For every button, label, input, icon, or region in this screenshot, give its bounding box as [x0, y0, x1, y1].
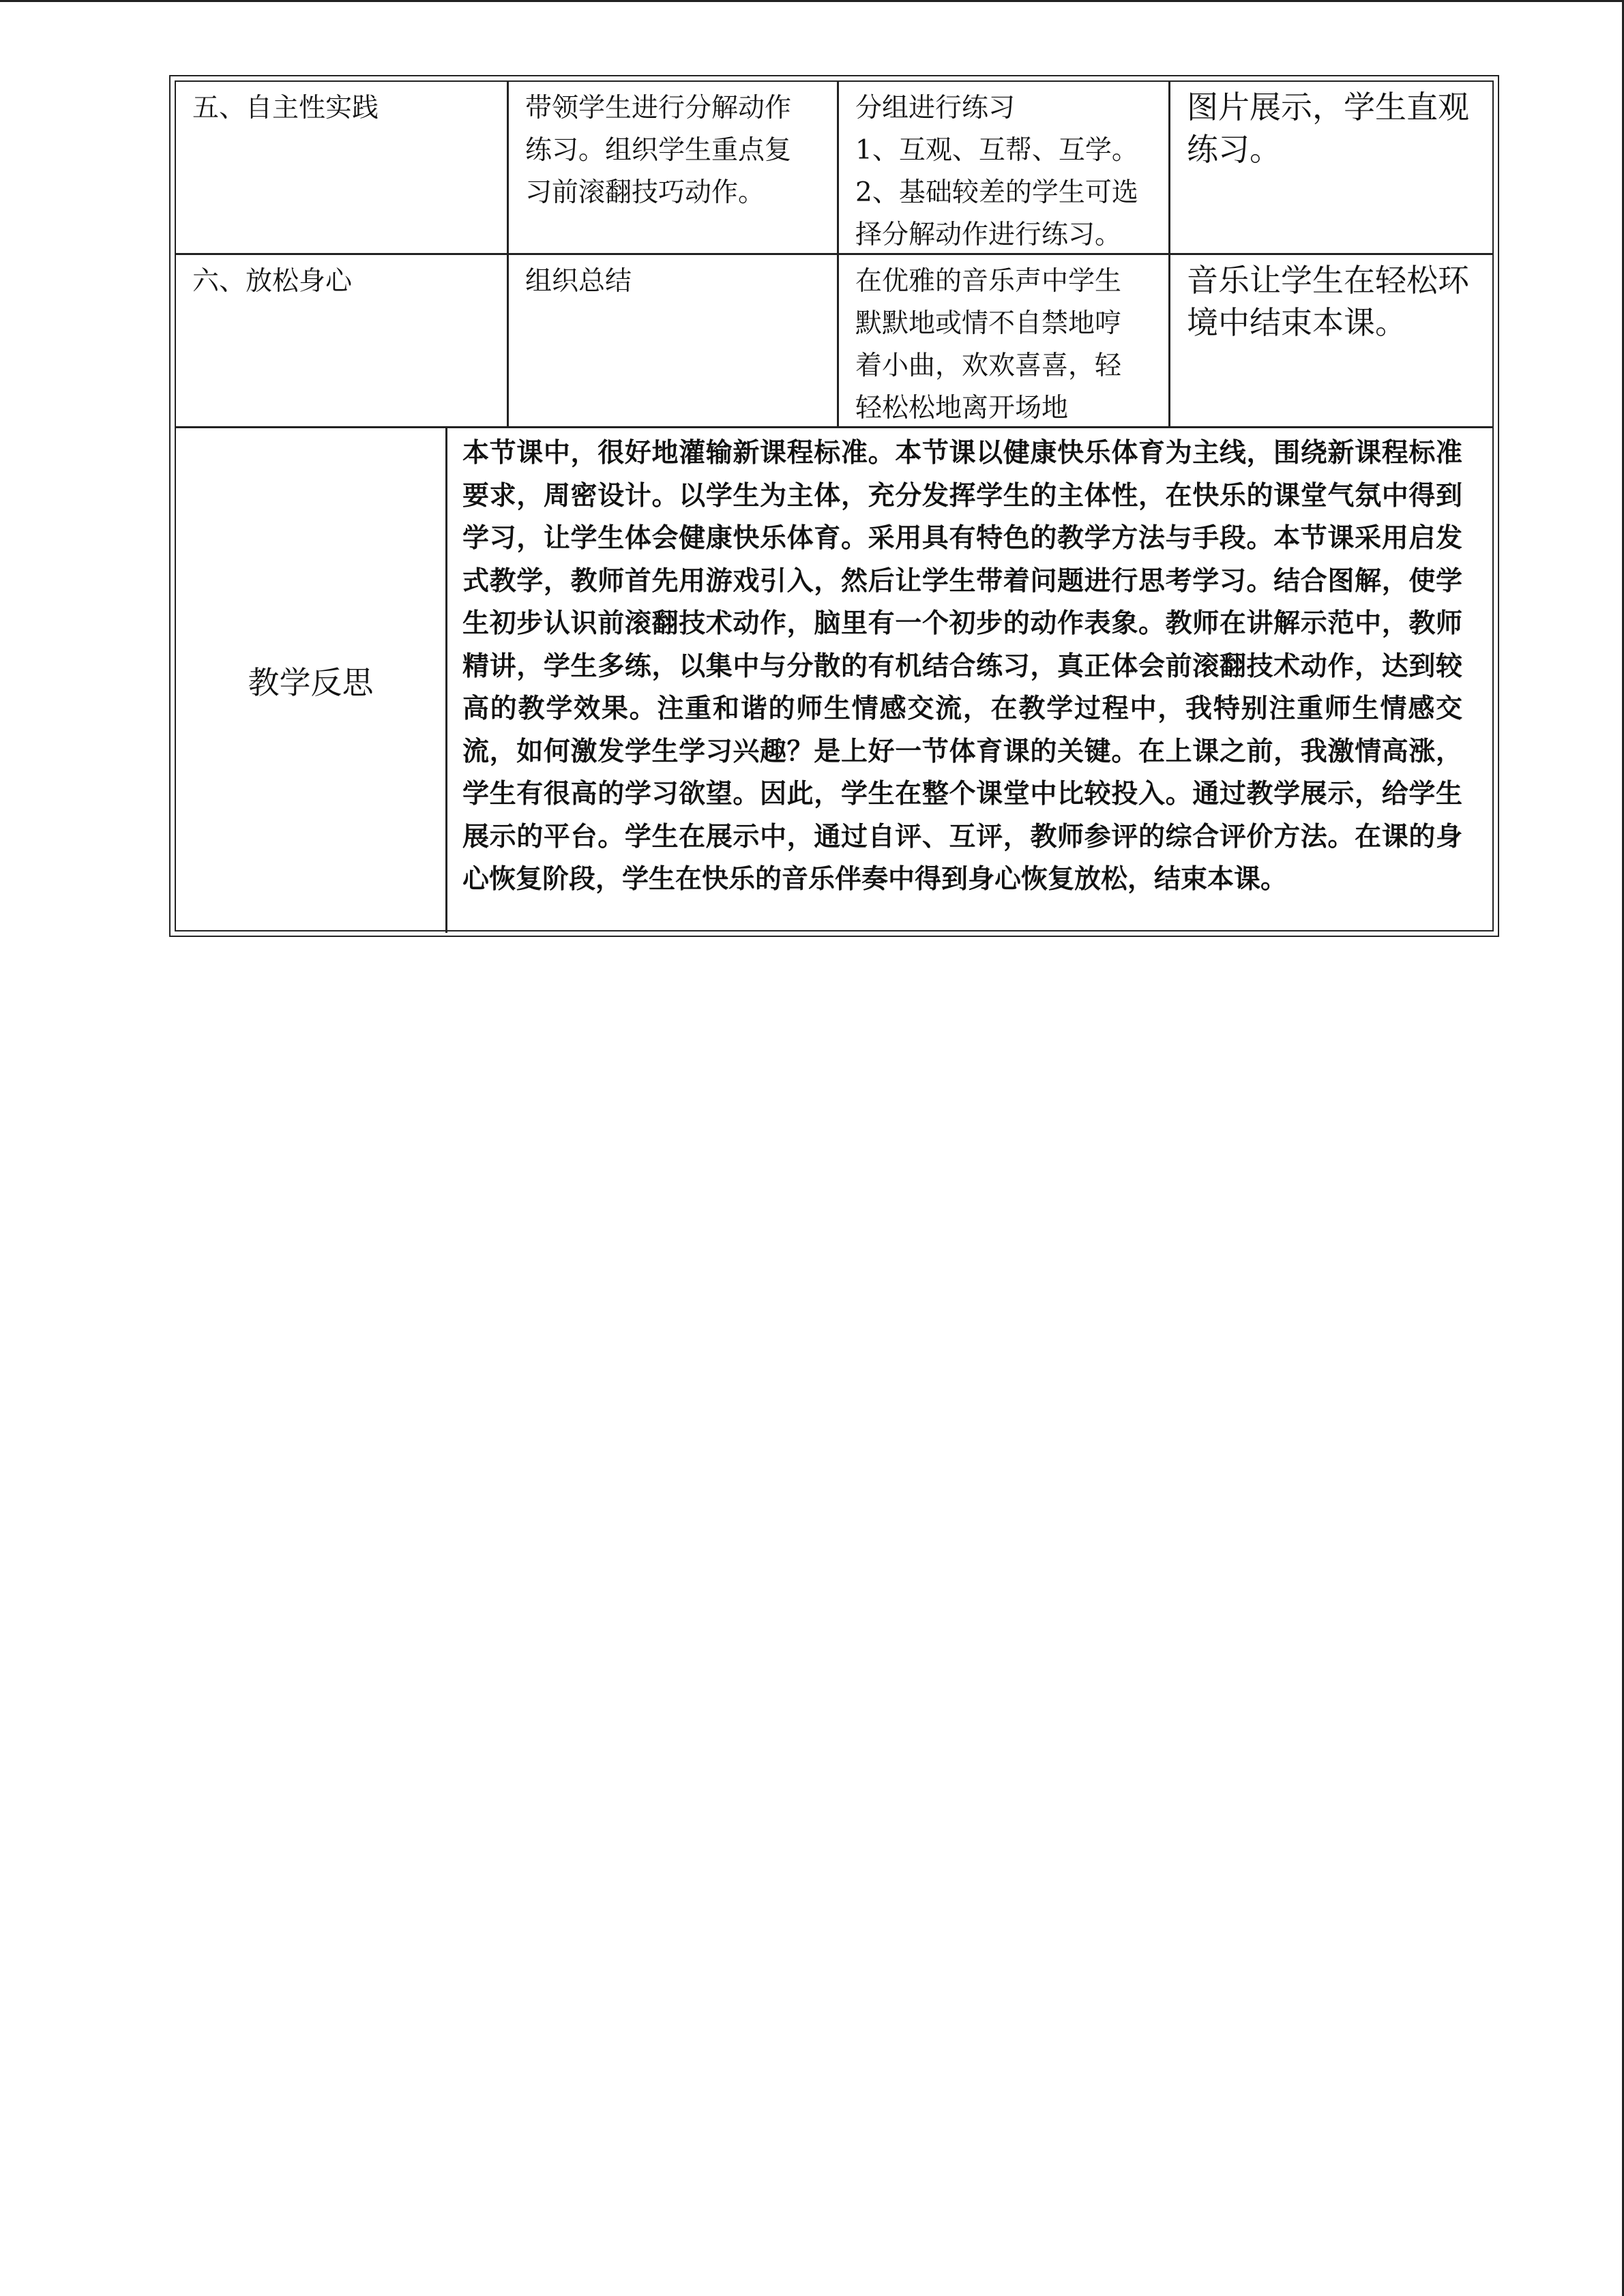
stage-cell: 五、自主性实践	[176, 82, 509, 253]
table-row-reflection	[176, 428, 1492, 933]
student-activity-cell: 在优雅的音乐声中学生 默默地或情不自禁地哼 着小曲，欢欢喜喜，轻 轻松松地离开场地	[839, 255, 1170, 426]
reflection-label: 教学反思	[176, 428, 447, 933]
teacher-activity-cell: 组织总结	[509, 255, 839, 426]
lesson-plan-table-inner	[175, 80, 1494, 931]
design-intent-cell: 音乐让学生在轻松环 境中结束本课。	[1187, 262, 1469, 341]
page-top-rule	[0, 0, 1624, 2]
stage-cell: 六、放松身心	[176, 255, 509, 426]
teacher-activity-cell: 带领学生进行分解动作 练习。组织学生重点复 习前滚翻技巧动作。	[509, 82, 839, 253]
reflection-text: 本节课中，很好地灌输新课程标准。本节课以健康快乐体育为主线，围绕新课程标准要求，周密设计。以学生为主体，充分发挥学生的主体性，在快乐的课堂气氛中得到学习，让学生体会健康快乐体育。采用具有特色的教学方法与手段。本节课采用启发式教学，教师首先用游戏引入，然后让学生带着问题进行思考学习。结合图解，使学生初步认识前滚翻技术动作，脑里有一个初步的动作表象。教师在讲解示范中，教师精讲，学生多练，以集中与分散的有机结合练习，真正体会前滚翻技术动作，达到较高的教学效果。注重和谐的师生情感交流，在教学过程中，我特别注重师生情感交流，如何激发学生学习兴趣？是上好一节体育课的关键。在上课之前，我激情高涨，学生有很高的学习欲望。因此，学生在整个课堂中比较投入。通过教学展示，给学生展示的平台。学生在展示中，通过自评、互评，教师参评的综合评价方法。在课的身心恢复阶段，学生在快乐的音乐伴奏中得到身心恢复放松，结束本课。	[462, 438, 1462, 895]
lesson-plan-table	[169, 75, 1499, 937]
design-intent-cell: 图片展示，学生直观 练习。	[1187, 89, 1469, 168]
table-row-relaxation	[176, 255, 1492, 428]
student-activity-cell: 分组进行练习 1、互观、互帮、互学。 2、基础较差的学生可选 择分解动作进行练习。	[839, 82, 1170, 253]
table-row-self-practice	[176, 82, 1492, 255]
